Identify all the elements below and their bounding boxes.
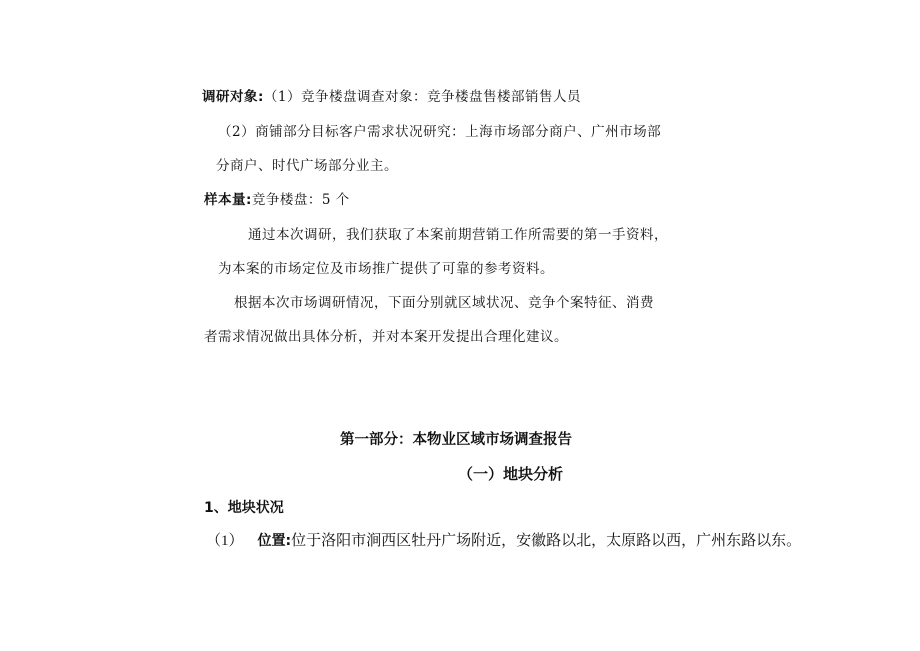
part-1-title: 第一部分：本物业区域市场调查报告 xyxy=(340,432,572,448)
target-customer-line-cont xyxy=(216,157,398,175)
research-subject-line xyxy=(202,88,581,106)
target-customer-line xyxy=(218,123,661,141)
location-text: 位于洛阳市涧西区牡丹广场附近，安徽路以北，太原路以西，广州东路以东。 xyxy=(291,533,802,549)
research-subject-text: （1）竞争楼盘调查对象：竞争楼盘售楼部销售人员 xyxy=(263,89,581,105)
location-line xyxy=(206,531,801,551)
paragraph-1-line-2: 为本案的市场定位及市场推广提供了可靠的参考资料。 xyxy=(218,261,554,277)
part-1-subtitle: （一）地块分析 xyxy=(458,465,564,483)
target-customer-text: （2）商铺部分目标客户需求状况研究：上海市场部分商户、广州市场部 xyxy=(218,124,662,140)
paragraph-1-line-1: 通过本次调研，我们获取了本案前期营销工作所需要的第一手资料， xyxy=(248,227,668,243)
sample-size-line xyxy=(204,191,350,209)
location-number: （1） xyxy=(206,533,244,549)
sample-size-label: 样本量: xyxy=(204,192,252,208)
item-1-heading: 1、地块状况 xyxy=(204,500,284,516)
sample-size-text: 竞争楼盘：5 个 xyxy=(251,192,350,208)
paragraph-2-line-2: 者需求情况做出具体分析，并对本案开发提出合理化建议。 xyxy=(204,329,568,345)
location-label: 位置: xyxy=(257,533,292,549)
research-subject-label: 调研对象: xyxy=(202,89,264,105)
target-customer-text-cont: 分商户、时代广场部分业主。 xyxy=(216,158,398,174)
paragraph-2-line-1: 根据本次市场调研情况，下面分别就区域状况、竞争个案特征、消费 xyxy=(234,295,654,311)
